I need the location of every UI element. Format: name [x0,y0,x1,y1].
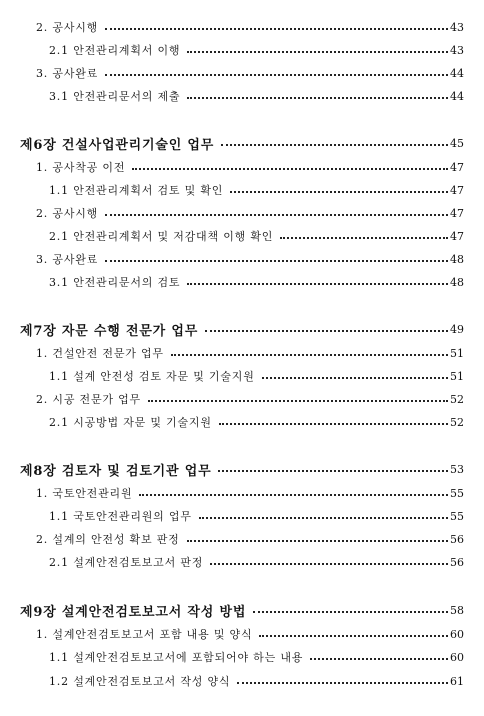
dot-leader [187,283,448,285]
toc-chapter[interactable] [0,133,484,153]
toc-entry-title: 3.1 안전관리문서의 제출 [49,90,181,103]
toc-entry[interactable] [0,506,484,526]
toc-entry[interactable] [0,647,484,667]
dot-leader [253,611,448,613]
dot-leader [187,51,448,53]
toc-entry-page: 47 [450,160,464,174]
toc-chapter-title: 제6장 건설사업관리기술인 업무 [20,137,215,153]
toc-entry-page: 61 [450,674,464,688]
toc-entry-page: 55 [450,509,464,523]
dot-leader [237,682,448,684]
dot-leader [105,214,448,216]
toc-entry[interactable] [0,17,484,37]
toc-chapter[interactable] [0,319,484,339]
toc-entry-page: 43 [450,20,464,34]
dot-leader [218,470,448,472]
toc-entry-title: 3.1 안전관리문서의 검토 [49,276,181,289]
toc-entry[interactable] [0,412,484,432]
toc-entry-page: 51 [450,346,464,360]
toc-entry-page: 47 [450,229,464,243]
dot-leader [139,494,448,496]
dot-leader [210,563,448,565]
toc-entry-title: 1. 공사착공 이전 [36,161,126,174]
toc-entry[interactable] [0,180,484,200]
toc-entry[interactable] [0,624,484,644]
toc-entry-page: 47 [450,183,464,197]
toc-entry-page: 52 [450,392,464,406]
toc-entry-page: 44 [450,66,464,80]
toc-entry-title: 1. 건설안전 전문가 업무 [36,347,164,360]
toc-entry-title: 2.1 설계안전검토보고서 판정 [49,556,204,569]
toc-chapter-page: 53 [450,462,464,476]
toc-entry-title: 3. 공사완료 [36,253,99,266]
toc-entry-title: 1.1 설계안전검토보고서에 포함되어야 하는 내용 [49,651,304,664]
toc-entry[interactable] [0,343,484,363]
dot-leader [310,658,448,660]
dot-leader [171,354,448,356]
toc-entry-page: 47 [450,206,464,220]
toc-entry-page: 51 [450,369,464,383]
toc-entry[interactable] [0,157,484,177]
toc-entry[interactable] [0,389,484,409]
toc-chapter-title: 제9장 설계안전검토보고서 작성 방법 [20,604,247,620]
toc-entry-page: 44 [450,89,464,103]
toc-entry-page: 56 [450,555,464,569]
toc-entry-page: 60 [450,627,464,641]
toc-entry-page: 56 [450,532,464,546]
toc-entry-title: 2. 시공 전문가 업무 [36,393,141,406]
dot-leader [187,540,448,542]
toc-entry[interactable] [0,40,484,60]
dot-leader [199,517,448,519]
toc-entry-page: 55 [450,486,464,500]
toc-chapter[interactable] [0,459,484,479]
toc-chapter-page: 45 [450,136,464,150]
toc-entry-title: 2.1 시공방법 자문 및 기술지원 [49,416,212,429]
toc-entry[interactable] [0,272,484,292]
dot-leader [148,400,448,402]
toc-chapter-page: 49 [450,322,464,336]
dot-leader [105,74,448,76]
toc-chapter-page: 58 [450,603,464,617]
dot-leader [221,144,448,146]
dot-leader [230,191,448,193]
toc-entry-title: 3. 공사완료 [36,67,99,80]
toc-entry-title: 1. 설계안전검토보고서 포함 내용 및 양식 [36,628,253,641]
toc-entry[interactable] [0,63,484,83]
toc-entry-title: 1.1 설계 안전성 검토 자문 및 기술지원 [49,370,255,383]
toc-entry[interactable] [0,366,484,386]
toc-entry-title: 1.1 안전관리계획서 검토 및 확인 [49,184,224,197]
toc-chapter[interactable] [0,600,484,620]
toc-entry-page: 48 [450,252,464,266]
dot-leader [105,260,448,262]
toc-entry[interactable] [0,671,484,691]
toc-entry-title: 1.1 국토안전관리원의 업무 [49,510,192,523]
dot-leader [187,97,448,99]
toc-entry-title: 1. 국토안전관리원 [36,487,133,500]
toc-entry-page: 60 [450,650,464,664]
toc-entry[interactable] [0,226,484,246]
toc-entry-title: 1.2 설계안전검토보고서 작성 양식 [49,675,231,688]
toc-entry-page: 48 [450,275,464,289]
toc-entry[interactable] [0,483,484,503]
toc-entry[interactable] [0,529,484,549]
toc-entry[interactable] [0,203,484,223]
toc-chapter-title: 제8장 검토자 및 검토기관 업무 [20,463,212,479]
dot-leader [262,377,448,379]
toc-entry-title: 2. 공사시행 [36,207,99,220]
toc-chapter-title: 제7장 자문 수행 전문가 업무 [20,323,199,339]
toc-entry-page: 43 [450,43,464,57]
toc-entry[interactable] [0,86,484,106]
toc-entry[interactable] [0,249,484,269]
dot-leader [280,237,448,239]
toc-entry-title: 2. 공사시행 [36,21,99,34]
toc-entry[interactable] [0,552,484,572]
toc-entry-title: 2.1 안전관리계획서 이행 [49,44,181,57]
dot-leader [132,168,448,170]
dot-leader [219,423,448,425]
dot-leader [205,330,448,332]
toc-entry-title: 2.1 안전관리계획서 및 저감대책 이행 확인 [49,230,274,243]
dot-leader [259,635,448,637]
dot-leader [105,28,448,30]
toc-entry-title: 2. 설계의 안전성 확보 판정 [36,533,180,546]
toc-entry-page: 52 [450,415,464,429]
